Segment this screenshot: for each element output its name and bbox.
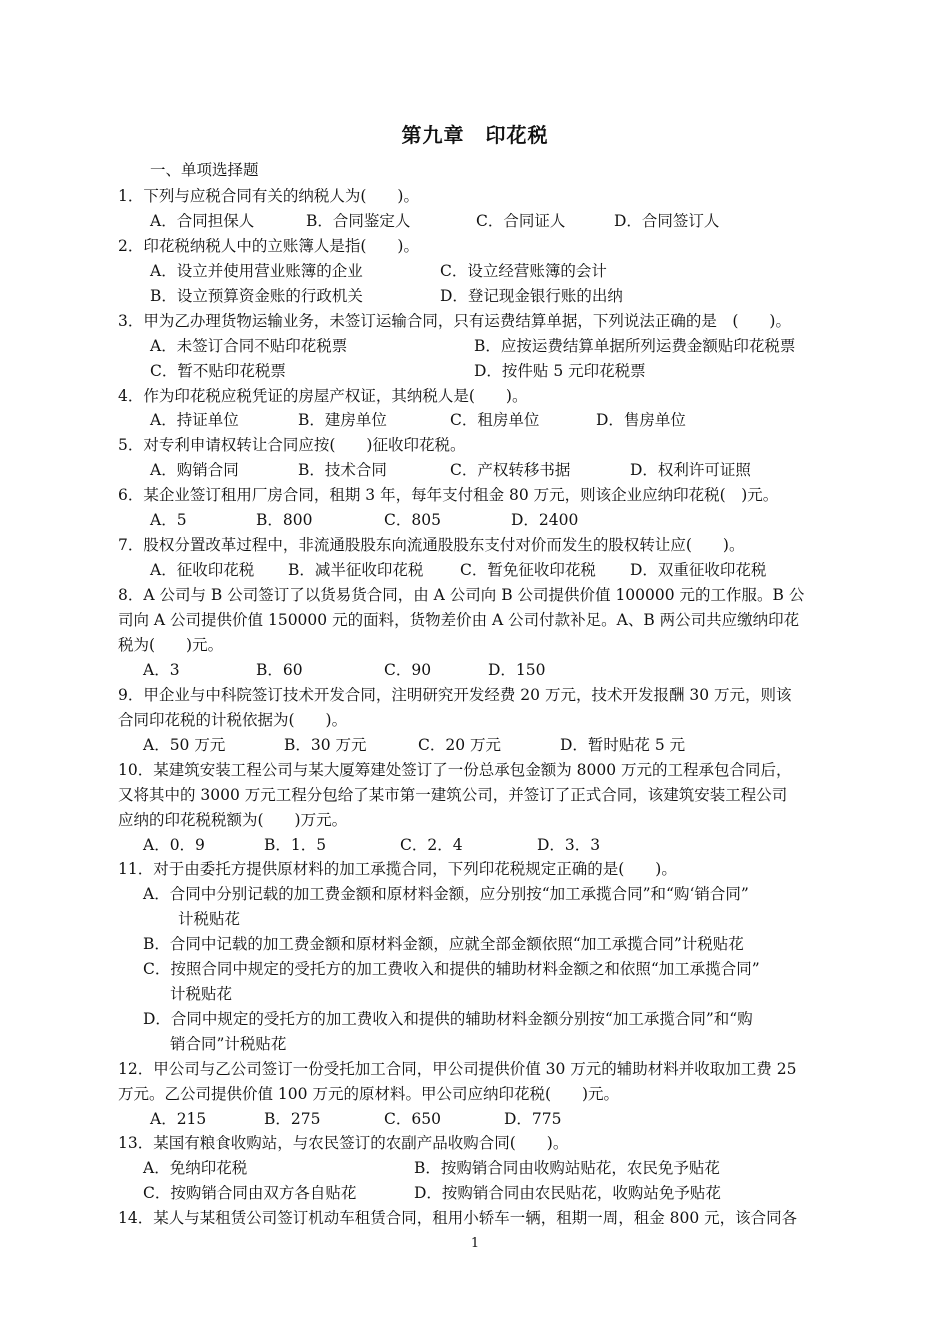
question-12-line-1: 12．甲公司与乙公司签订一份受托加工合同，甲公司提供价值 30 万元的辅助材料并收取加工费 25 [118, 1060, 797, 1078]
q5-option-c: C．产权转移书据 [450, 461, 571, 479]
question-13: 13．某国有粮食收购站，与农民签订的农副产品收购合同( )。 [118, 1134, 569, 1152]
q13-option-c: C．按购销合同由双方各自贴花 [143, 1184, 357, 1202]
question-8-line-3: 税为( )元。 [118, 636, 224, 654]
question-9-line-2: 合同印花税的计税依据为( )。 [118, 711, 348, 729]
question-10-line-3: 应纳的印花税税额为( )万元。 [118, 811, 348, 829]
q8-option-d: D．150 [488, 661, 546, 679]
q7-option-d: D．双重征收印花税 [630, 561, 767, 579]
question-7: 7．股权分置改革过程中，非流通股股东向流通股股东支付对价而发生的股权转让应( )。 [118, 536, 745, 554]
q12-option-c: C．650 [384, 1110, 441, 1128]
q12-option-b: B．275 [264, 1110, 321, 1128]
q2-option-c: C．设立经营账簿的会计 [440, 262, 607, 280]
q13-option-b: B．按购销合同由收购站贴花，农民免予贴花 [414, 1159, 720, 1177]
q1-option-a: A．合同担保人 [150, 212, 255, 230]
q2-option-d: D．登记现金银行账的出纳 [440, 287, 623, 305]
q8-option-b: B．60 [256, 661, 303, 679]
question-6: 6．某企业签订租用厂房合同，租期 3 年，每年支付租金 80 万元，则该企业应纳印花税( )元。 [118, 486, 779, 504]
q9-option-c: C．20 万元 [418, 736, 502, 754]
q9-option-b: B．30 万元 [284, 736, 367, 754]
q1-option-c: C．合同证人 [476, 212, 566, 230]
q6-option-c: C．805 [384, 511, 441, 529]
q12-option-a: A．215 [150, 1110, 207, 1128]
q8-option-a: A．3 [143, 661, 180, 679]
q10-option-d: D．3．3 [537, 836, 601, 854]
q9-option-a: A．50 万元 [143, 736, 226, 754]
question-10-line-1: 10．某建筑安装工程公司与某大厦筹建处签订了一份总承包金额为 8000 万元的工程承包合同后， [118, 761, 792, 779]
question-8-line-1: 8．A 公司与 B 公司签订了以货易货合同，由 A 公司向 B 公司提供价值 100000 元的工作服。B 公 [118, 586, 805, 604]
q6-option-d: D．2400 [511, 511, 579, 529]
q1-option-b: B．合同鉴定人 [306, 212, 411, 230]
question-8-line-2: 司向 A 公司提供价值 150000 元的面料，货物差价由 A 公司付款补足。A、B 两公司共应缴纳印花 [118, 611, 800, 629]
q11-option-a-line-2: 计税贴花 [178, 910, 241, 928]
q7-option-a: A．征收印花税 [150, 561, 255, 579]
q10-option-c: C．2．4 [400, 836, 463, 854]
q4-option-c: C．租房单位 [450, 411, 540, 429]
chapter-title: 第九章 印花税 [401, 123, 549, 147]
question-3: 3．甲为乙办理货物运输业务，未签订运输合同，只有运费结算单据，下列说法正确的是 ( )。 [118, 312, 791, 330]
q10-option-a: A．0．9 [143, 836, 205, 854]
question-12-line-2: 万元。乙公司提供价值 100 万元的原材料。甲公司应纳印花税( )元。 [118, 1085, 620, 1103]
question-1: 1．下列与应税合同有关的纳税人为( )。 [118, 187, 419, 205]
question-5: 5．对专利申请权转让合同应按( )征收印花税。 [118, 436, 466, 454]
q12-option-d: D．775 [504, 1110, 562, 1128]
q11-option-b: B．合同中记载的加工费金额和原材料金额，应就全部金额依照“加工承揽合同”计税贴花 [143, 935, 744, 953]
page-number: 1 [470, 1236, 480, 1251]
q13-option-a: A．免纳印花税 [143, 1159, 248, 1177]
q6-option-a: A．5 [150, 511, 187, 529]
q11-option-c-line-1: C．按照合同中规定的受托方的加工费收入和提供的辅助材料金额之和依照“加工承揽合同” [143, 960, 760, 978]
question-9-line-1: 9．甲企业与中科院签订技术开发合同，注明研究开发经费 20 万元，技术开发报酬 30 万元，则该 [118, 686, 792, 704]
q3-option-d: D．按件贴 5 元印花税票 [474, 362, 646, 380]
q11-option-a-line-1: A．合同中分别记载的加工费金额和原材料金额，应分别按“加工承揽合同”和“购‘销合同” [143, 885, 749, 903]
q11-option-d-line-2: 销合同”计税贴花 [170, 1035, 287, 1053]
question-2: 2．印花税纳税人中的立账簿人是指( )。 [118, 237, 419, 255]
q7-option-b: B．减半征收印花税 [288, 561, 424, 579]
q11-option-c-line-2: 计税贴花 [170, 985, 233, 1003]
q5-option-b: B．技术合同 [298, 461, 387, 479]
question-14: 14．某人与某租赁公司签订机动车租赁合同，租用小轿车一辆，租期一周，租金 800 元，该合同各 [118, 1209, 798, 1227]
q9-option-d: D．暂时贴花 5 元 [560, 736, 686, 754]
q3-option-c: C．暂不贴印花税票 [150, 362, 286, 380]
question-10-line-2: 又将其中的 3000 万元工程分包给了某市第一建筑公司，并签订了正式合同，该建筑安装工程公司 [118, 786, 788, 804]
q3-option-b: B．应按运费结算单据所列运费金额贴印花税票 [474, 337, 796, 355]
q4-option-a: A．持证单位 [150, 411, 239, 429]
q8-option-c: C．90 [384, 661, 432, 679]
question-4: 4．作为印花税应税凭证的房屋产权证，其纳税人是( )。 [118, 387, 528, 405]
question-11: 11．对于由委托方提供原材料的加工承揽合同，下列印花税规定正确的是( )。 [118, 860, 677, 878]
q7-option-c: C．暂免征收印花税 [460, 561, 596, 579]
q2-option-a: A．设立并使用营业账簿的企业 [150, 262, 363, 280]
q4-option-d: D．售房单位 [596, 411, 686, 429]
q6-option-b: B．800 [256, 511, 313, 529]
q2-option-b: B．设立预算资金账的行政机关 [150, 287, 363, 305]
q4-option-b: B．建房单位 [298, 411, 387, 429]
q5-option-a: A．购销合同 [150, 461, 239, 479]
q10-option-b: B．1．5 [264, 836, 327, 854]
q1-option-d: D．合同签订人 [614, 212, 720, 230]
q13-option-d: D．按购销合同由农民贴花，收购站免予贴花 [414, 1184, 721, 1202]
section-heading: 一、单项选择题 [150, 161, 259, 179]
q3-option-a: A．未签订合同不贴印花税票 [150, 337, 348, 355]
q11-option-d-line-1: D．合同中规定的受托方的加工费收入和提供的辅助材料金额分别按“加工承揽合同”和“购 [143, 1010, 753, 1028]
q5-option-d: D．权利许可证照 [630, 461, 751, 479]
